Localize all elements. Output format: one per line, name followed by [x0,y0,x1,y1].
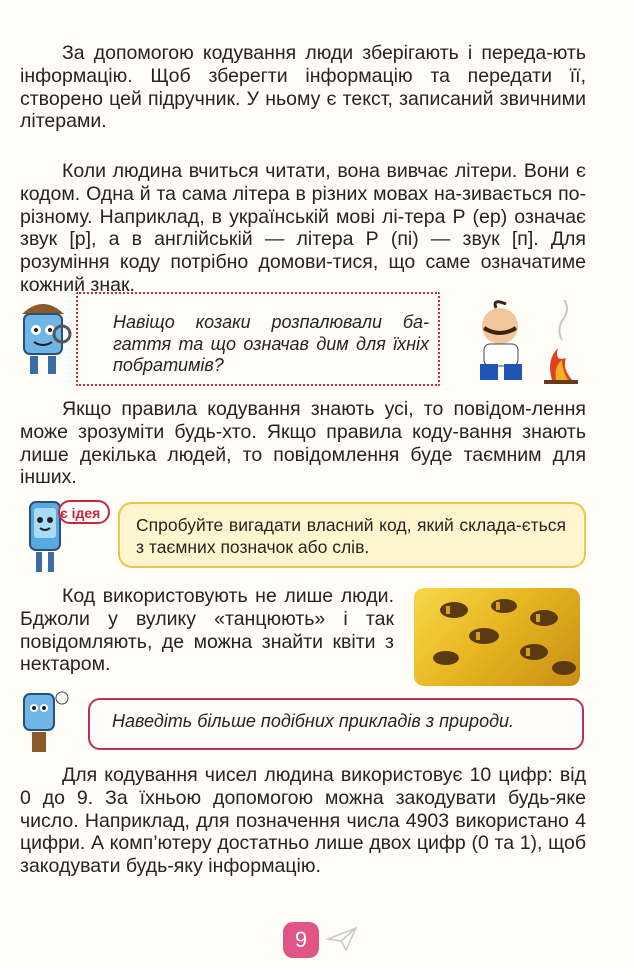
bees-honeycomb-image [414,588,580,686]
paper-plane-icon [326,926,358,952]
idea-text: Спробуйте вигадати власний код, який склада-ється з таємних позначок або слів. [136,515,566,557]
question-text: Навіщо козаки розпалювали ба-гаття та що означав дим для їхніх побратимів? [113,312,429,375]
rules-paragraph: Якщо правила кодування знають усі, то повідом-лення може зрозуміти будь-хто. Якщо правила коду-вання знають лише декілька людей, то повідомлення буде таємним для інших. [20,398,586,489]
robot-detective-icon [14,290,72,380]
intro-paragraph-1: За допомогою кодування люди зберігають і переда-ють інформацію. Щоб зберегти інформацію та передати її, створено цей підручник. У ньому є текст, записаний звичними літерами. [20,42,586,133]
bees-paragraph: Код використовують не лише люди. Бджоли у вулику «танцюють» і так повідомляють, де можна знайти квіти з нектаром. [20,585,394,676]
digits-paragraph: Для кодування чисел людина використовує 10 цифр: від 0 до 9. За їхньою допомогою можна закодувати будь-яке число. Наприклад, для позначення числа 4903 використано 4 цифри. А комп’ютеру достатньо лише двох цифр (0 та 1), щоб закодувати будь-яку інформацію. [20,764,586,878]
cossack-fire-illustration [466,300,586,384]
intro-paragraph-2: Коли людина вчиться читати, вона вивчає літери. Вони є кодом. Одна й та сама літера в різних мовах на-зивається по-різному. Наприклад, в українській мові лі-тера Р (ер) означає звук [р], а в англійській — літера Р (пі) — звук [п]. Для розуміння коду потрібно домови-тися, що саме означатиме кожний знак. [20,160,586,296]
robot-speaker-icon [16,688,70,760]
page-number: 9 [283,922,319,958]
idea-badge: є ідея [60,505,101,521]
nature-text: Наведіть більше подібних прикладів з природи. [112,711,515,731]
